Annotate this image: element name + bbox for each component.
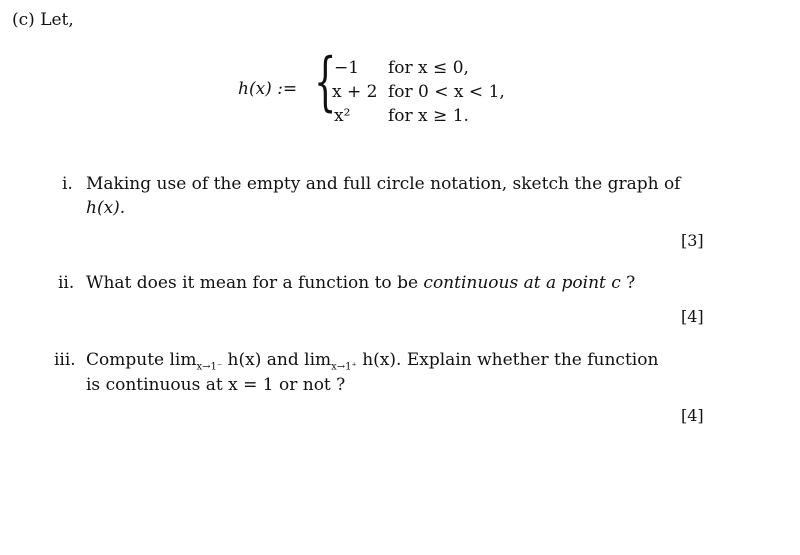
case-1-expr: −1 (334, 58, 360, 78)
question-ii-text (86, 273, 635, 293)
question-i-marks: [3] (681, 231, 704, 250)
function-lhs: h(x) := (238, 79, 298, 99)
case-2-cond: for 0 < x < 1, (388, 82, 505, 102)
question-iii-number: iii. (54, 350, 76, 370)
question-ii-text-emphasis: continuous at a point c (423, 273, 621, 293)
part-label: (c) (12, 10, 35, 30)
limit-subscript-right: x→1⁺ (331, 361, 357, 373)
question-ii-marks: [4] (681, 307, 704, 326)
case-3-expr: x² (334, 106, 351, 126)
question-ii-text-pre: What does it mean for a function to be (86, 273, 424, 293)
case-3-cond: for x ≥ 1. (388, 106, 469, 126)
question-iii-text-c: h(x). Explain whether the function (356, 350, 659, 370)
question-i-text-line1: Making use of the empty and full circle notation, sketch the graph of (86, 174, 681, 194)
question-ii-text-post: ? (620, 273, 636, 293)
left-brace: { (314, 45, 337, 119)
limit-subscript-left: x→1⁻ (196, 361, 223, 373)
question-ii-number: ii. (58, 273, 75, 293)
question-i-text-line2: h(x). (86, 198, 126, 218)
question-iii-text-line2: is continuous at x = 1 or not ? (86, 375, 346, 395)
part-header (12, 10, 74, 30)
question-iii-text-line1 (86, 350, 658, 372)
case-2-expr: x + 2 (332, 82, 378, 102)
question-iii-text-b: h(x) and lim (222, 350, 332, 370)
case-1-cond: for x ≤ 0, (388, 58, 469, 78)
part-intro: Let, (40, 10, 74, 30)
question-iii-text-a: Compute lim (86, 350, 197, 370)
question-i-number: i. (62, 174, 73, 194)
question-iii-marks: [4] (681, 406, 704, 425)
